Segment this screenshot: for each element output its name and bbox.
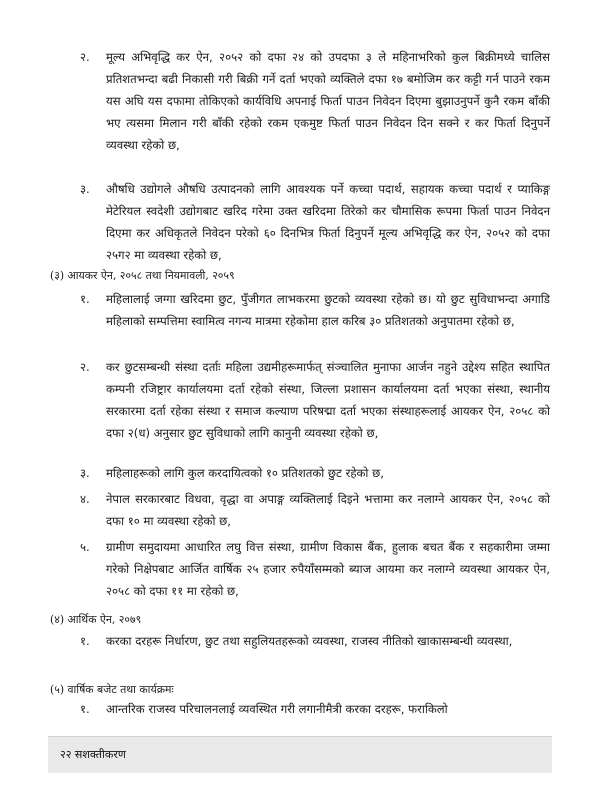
list-item bbox=[80, 462, 550, 484]
item-text: महिलालाई जग्गा खरिदमा छुट, पुँजीगत लाभकरमा छुटको व्यवस्था रहेको छ। यो छुट सुविधाभन्दा अगाडि महिलाको सम्पत्तिमा स्वामित्व नगन्य मात्रमा रहेकोमा हाल करिब ३० प्रतिशतको अनुपातमा रहेको छ, bbox=[106, 292, 550, 328]
section-heading: (४) आर्थिक ऐन, २०७९ bbox=[50, 613, 142, 626]
page-footer bbox=[48, 736, 552, 773]
item-text: ग्रामीण समुदायमा आधारित लघु वित्त संस्था, ग्रामीण विकास बैंक, हुलाक बचत बैंक र सहकारीमा जम्मा गरेको निक्षेपबाट आर्जित वार्षिक २५ हजार रुपैयाँसम्मको ब्याज आयमा कर नलाग्ने व्यवस्था आयकर ऐन, २०५८ को दफा ११ मा रहेको छ, bbox=[106, 540, 550, 598]
list-item bbox=[80, 630, 550, 652]
item-text: कर छुटसम्बन्धी संस्था दर्ताः महिला उद्यमीहरूमार्फत् संञ्चालित मुनाफा आर्जन नहुने उद्देश्य सहित स्थापित कम्पनी रजिष्ट्रार कार्यालयमा दर्ता रहेको संस्था, जिल्ला प्रशासन कार्यालयमा दर्ता भएका संस्था, स्थानीय सरकारमा दर्ता रहेका संस्था र समाज कल्याण परिषद्मा दर्ता भएका संस्थाहरूलाई आयकर ऐन, २०५८ को दफा २(ध) अनुसार छुट सुविधाको लागि कानुनी व्यवस्था रहेको छ, bbox=[106, 360, 550, 440]
item-number: २. bbox=[80, 50, 90, 64]
list-item bbox=[80, 356, 550, 444]
list-item bbox=[80, 178, 550, 266]
item-number: ३. bbox=[80, 182, 90, 196]
item-text: महिलाहरूको लागि कुल करदायित्वको १० प्रतिशतको छुट रहेको छ, bbox=[106, 466, 384, 480]
list-item bbox=[80, 488, 550, 532]
footer-page-label: २२ सशक्तीकरण bbox=[60, 748, 126, 761]
list-item bbox=[80, 536, 550, 602]
item-number: ४. bbox=[80, 492, 90, 506]
item-text: औषधि उद्योगले औषधि उत्पादनको लागि आवश्यक पर्ने कच्चा पदार्थ, सहायक कच्चा पदार्थ र प्याकिङ्ग मेटेरियल स्वदेशी उद्योगबाट खरिद गरेमा उक्त खरिदमा तिरेको कर चौमासिक रूपमा फिर्ता पाउन निवेदन दिएमा कर अधिकृतले निवेदन परेको ६० दिनभित्र फिर्ता दिनुपर्ने मूल्य अभिवृद्धि कर ऐन, २०५२ को दफा २५ग२ मा व्यवस्था रहेको छ, bbox=[106, 182, 550, 262]
item-number: १. bbox=[80, 292, 90, 306]
item-text: करका दरहरू निर्धारण, छुट तथा सहुलियतहरूको व्यवस्था, राजस्व नीतिको खाकासम्बन्धी व्यवस्था, bbox=[106, 634, 513, 648]
item-number: ३. bbox=[80, 466, 90, 480]
list-item bbox=[80, 46, 550, 156]
item-text: नेपाल सरकारबाट विधवा, वृद्धा वा अपाङ्ग व्यक्तिलाई दिइने भत्तामा कर नलाग्ने आयकर ऐन, २०५८ को दफा १० मा व्यवस्था रहेको छ, bbox=[106, 492, 550, 528]
list-item bbox=[80, 288, 550, 332]
item-text: आन्तरिक राजस्व परिचालनलाई व्यवस्थित गरी लगानीमैत्री करका दरहरू, फराकिलो bbox=[106, 702, 448, 716]
section-heading: (५) वार्षिक बजेट तथा कार्यक्रमः bbox=[50, 683, 174, 696]
item-text: मूल्य अभिवृद्धि कर ऐन, २०५२ को दफा २४ को उपदफा ३ ले महिनाभरिको कुल बिक्रीमध्ये चालिस प्रतिशतभन्दा बढी निकासी गरी बिक्री गर्ने दर्ता भएको व्यक्तिले दफा १७ बमोजिम कर कट्टी गर्न पाउने रकम यस अघि यस दफामा तोकिएको कार्यविधि अपनाई फिर्ता पाउन निवेदन दिएमा बुझाउनुपर्ने कुनै रकम बाँकी भए त्यसमा मिलान गरी बाँकी रहेको रकम एकमुष्ट फिर्ता पाउन निवेदन दिन सक्ने र कर फिर्ता दिनुपर्ने व्यवस्था रहेको छ, bbox=[106, 50, 550, 152]
section-heading: (३) आयकर ऐन, २०५८ तथा नियमावली, २०५९ bbox=[50, 269, 235, 282]
item-number: १. bbox=[80, 702, 90, 716]
item-number: ५. bbox=[80, 540, 90, 554]
list-item bbox=[80, 698, 550, 720]
item-number: २. bbox=[80, 360, 90, 374]
item-number: १. bbox=[80, 634, 90, 648]
